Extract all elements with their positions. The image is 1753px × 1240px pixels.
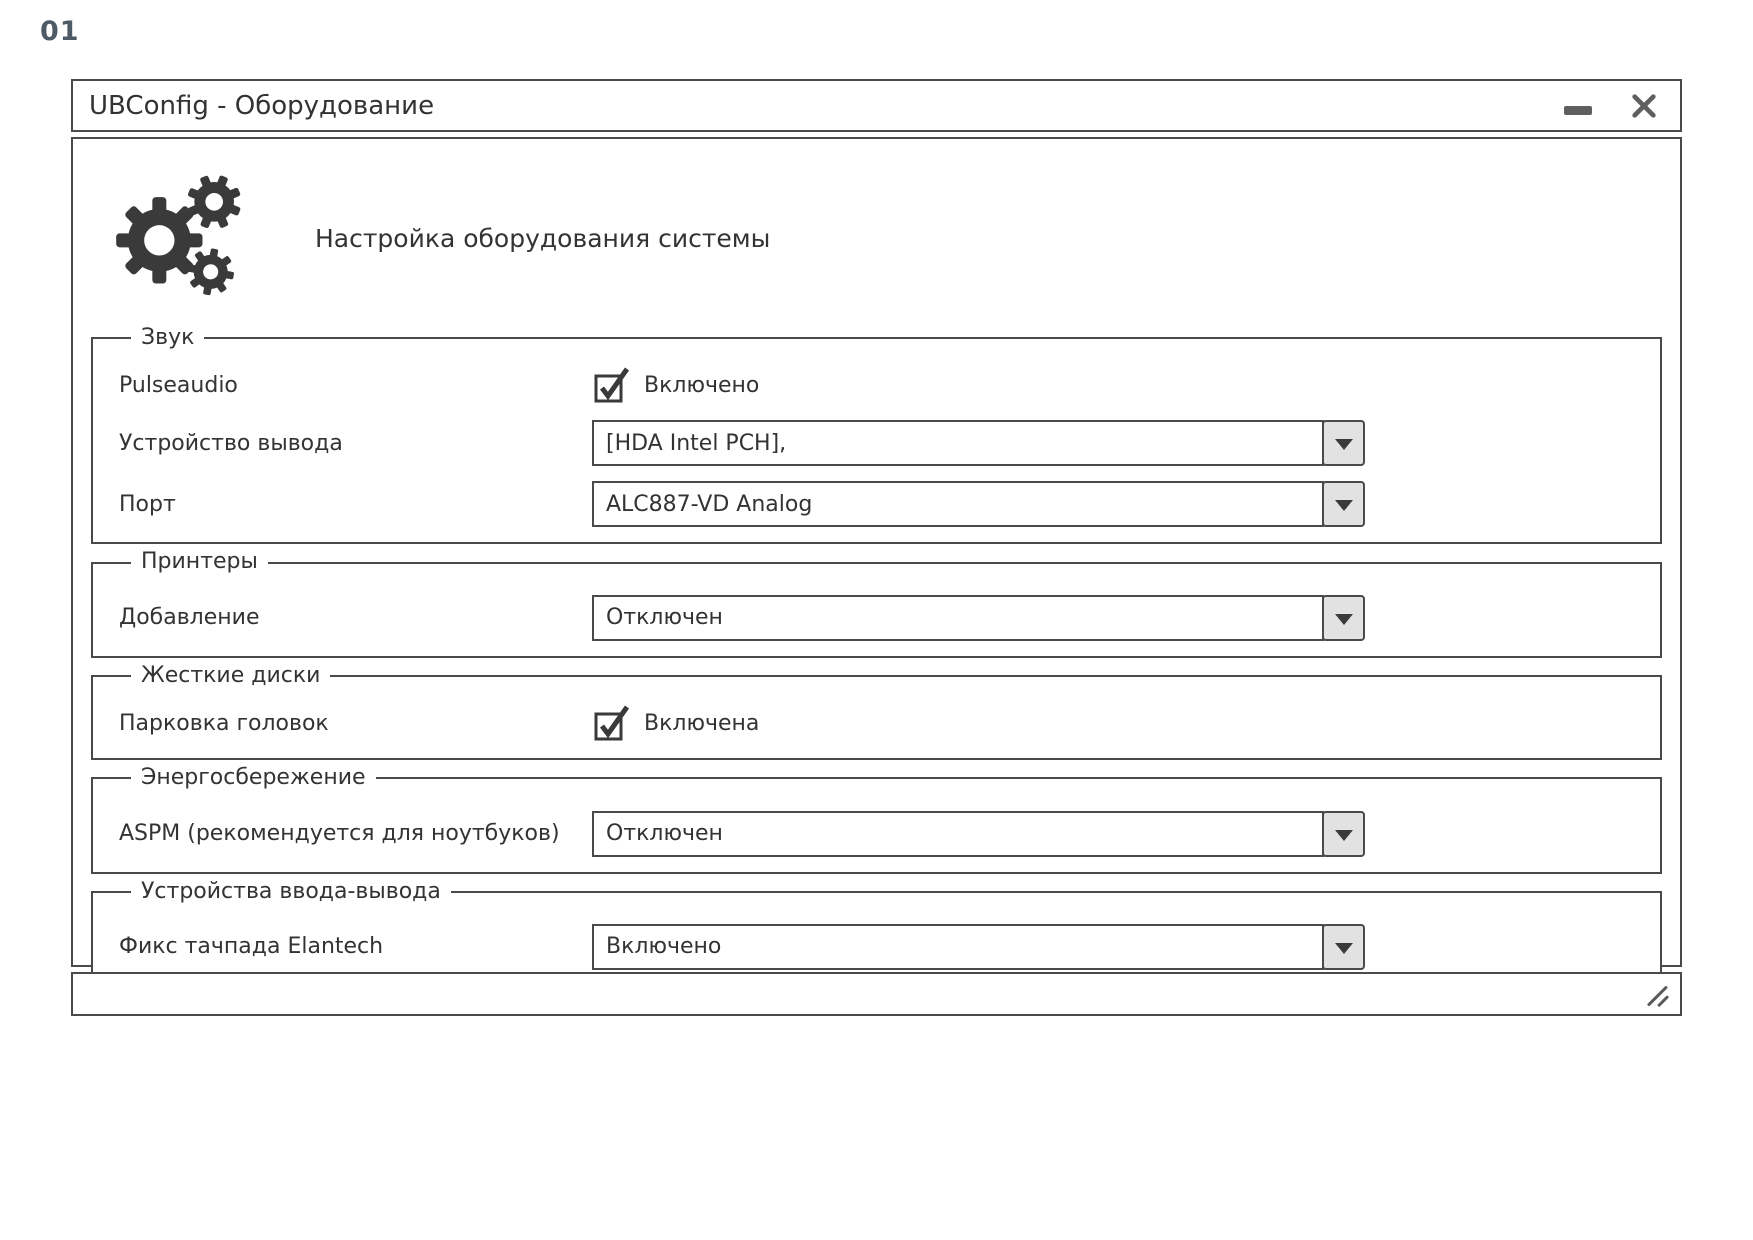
chevron-down-icon xyxy=(1335,614,1353,625)
checkbox-checked-icon xyxy=(592,704,632,742)
settings-row xyxy=(119,420,1642,466)
dropdown[interactable] xyxy=(592,924,1365,970)
section-fieldset-3 xyxy=(91,765,1662,873)
app-header-text: Настройка оборудования системы xyxy=(315,223,771,253)
section-fieldset-0 xyxy=(91,325,1662,544)
dropdown-value: Отключен xyxy=(592,811,1324,857)
close-icon[interactable] xyxy=(1630,92,1658,120)
minimize-icon[interactable] xyxy=(1564,106,1592,115)
dropdown-button[interactable] xyxy=(1322,420,1365,466)
status-bar xyxy=(71,972,1682,1016)
page-number-label: 01 xyxy=(40,16,80,47)
section-legend: Принтеры xyxy=(141,549,258,575)
settings-groups xyxy=(89,325,1664,987)
checkbox-checked-icon xyxy=(592,366,632,404)
settings-row xyxy=(119,703,1642,743)
section-fieldset-2 xyxy=(91,663,1662,760)
row-label: ASPM (рекомендуется для ноутбуков) xyxy=(119,821,560,847)
chevron-down-icon xyxy=(1335,830,1353,841)
checkbox-label: Включено xyxy=(644,372,760,398)
dropdown-value: ALC887-VD Analog xyxy=(592,481,1324,527)
titlebar-controls xyxy=(1564,92,1680,120)
dropdown-button[interactable] xyxy=(1322,595,1365,641)
chevron-down-icon xyxy=(1335,500,1353,511)
row-label: Добавление xyxy=(119,605,260,631)
row-label: Устройство вывода xyxy=(119,430,343,456)
settings-row xyxy=(119,481,1642,527)
settings-row xyxy=(119,365,1642,405)
window-titlebar xyxy=(71,79,1682,132)
row-label: Фикс тачпада Elantech xyxy=(119,934,384,960)
chevron-down-icon xyxy=(1335,439,1353,450)
window-title: UBConfig - Оборудование xyxy=(89,90,435,121)
section-legend: Энергосбережение xyxy=(141,765,366,791)
resize-grip-icon[interactable] xyxy=(1644,983,1672,1008)
section-legend: Звук xyxy=(141,325,195,350)
dropdown-button[interactable] xyxy=(1322,924,1365,970)
dropdown-value: [HDA Intel PCH], xyxy=(592,420,1324,466)
dropdown[interactable] xyxy=(592,481,1365,527)
checkbox[interactable] xyxy=(592,704,632,742)
dropdown[interactable] xyxy=(592,420,1365,466)
section-legend: Устройства ввода-вывода xyxy=(141,878,441,904)
settings-row xyxy=(119,811,1642,857)
dropdown-value: Отключен xyxy=(592,595,1324,641)
checkbox[interactable] xyxy=(592,366,632,404)
window-body xyxy=(71,137,1682,967)
dropdown-button[interactable] xyxy=(1322,481,1365,527)
dropdown-button[interactable] xyxy=(1322,811,1365,857)
chevron-down-icon xyxy=(1335,943,1353,954)
dropdown[interactable] xyxy=(592,595,1365,641)
row-label: Порт xyxy=(119,491,176,517)
dropdown-value: Включено xyxy=(592,924,1324,970)
gears-icon xyxy=(115,168,255,308)
section-fieldset-4 xyxy=(91,879,1662,987)
settings-row xyxy=(119,924,1642,970)
row-label: Парковка головок xyxy=(119,710,329,736)
checkbox-label: Включена xyxy=(644,710,760,736)
dropdown[interactable] xyxy=(592,811,1365,857)
settings-row xyxy=(119,595,1642,641)
section-legend: Жесткие диски xyxy=(141,662,321,688)
app-header xyxy=(115,167,1664,309)
section-fieldset-1 xyxy=(91,549,1662,657)
row-label: Pulseaudio xyxy=(119,372,238,398)
